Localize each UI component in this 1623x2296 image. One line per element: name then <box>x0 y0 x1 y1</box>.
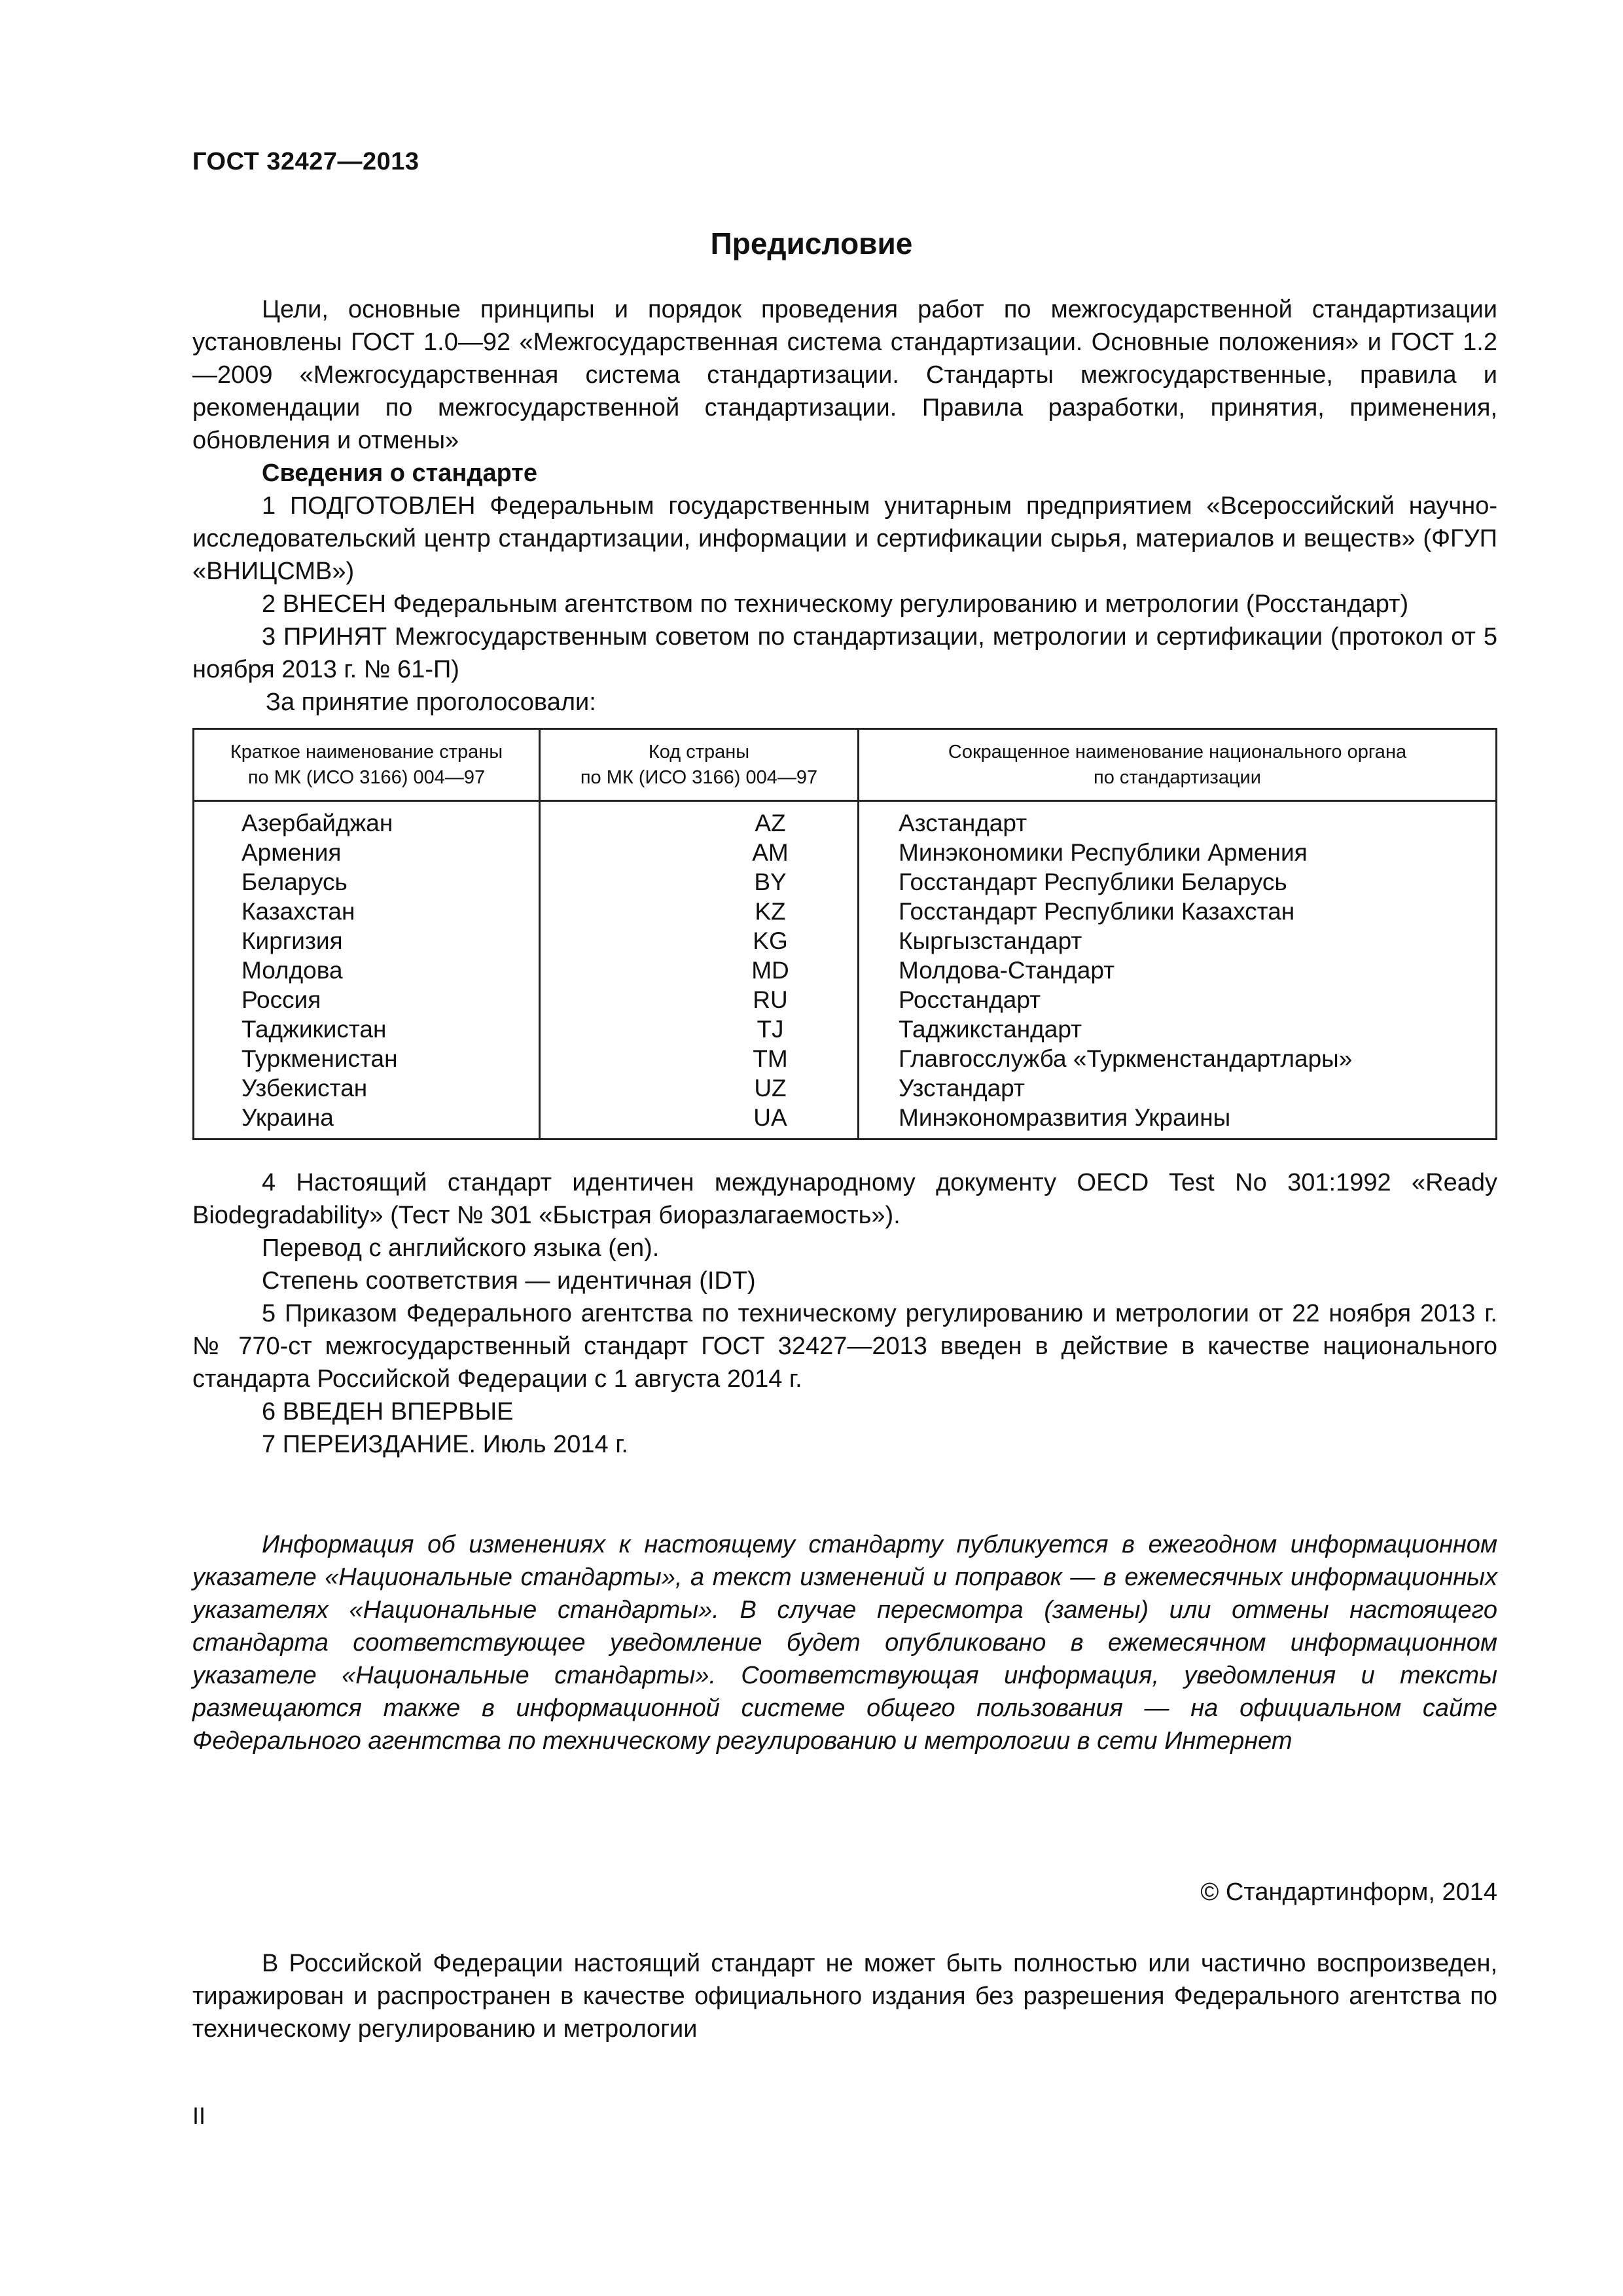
country-cell: Азербайджан <box>241 810 393 836</box>
body-cell: Госстандарт Республики Казахстан <box>899 898 1295 925</box>
country-cell: Молдова <box>241 957 343 984</box>
code-cell: RU <box>753 986 788 1013</box>
body-cell: Госстандарт Республики Беларусь <box>899 869 1287 895</box>
changes-notice-text: Информация об изменениях к настоящему стандарту публикуется в ежегодном информационном указателе «Национальные стандарты», а текст изменений и поправок — в ежемесячных информационных указателях «Национальные стандарты». В случае пересмотра (замены) или отмены настоящего стандарта соответствующее уведомление будет опубликовано в ежемесячном информационном указателе «Национальные стандарты». Соответствующая информация, уведомления и тексты размещаются также в информационной системе общего пользования — на официальном сайте Федерального агентства по техническому регулированию и метрологии в сети Интернет <box>192 1531 1497 1755</box>
table-row <box>194 1044 1495 1073</box>
code-cell: AZ <box>755 810 786 836</box>
item-1: 1 ПОДГОТОВЛЕН Федеральным государственным унитарным предприятием «Всероссийский научно-исследовательский центр стандартизации, информации и сертификации сырья, материалов и веществ» (ФГУП «ВНИЦСМВ») <box>192 492 1497 585</box>
country-cell: Туркменистан <box>241 1045 398 1072</box>
table-row <box>194 985 1495 1014</box>
reproduction-notice-text: В Российской Федерации настоящий стандарт не может быть полностью или частично воспроизведен, тиражирован и распространен в качестве официального издания без разрешения Федерального агентства по техническому регулированию и метрологии <box>192 1950 1497 2043</box>
code-cell: AM <box>752 839 789 866</box>
changes-notice <box>192 1528 1497 1757</box>
header-country <box>194 730 539 800</box>
item-3: 3 ПРИНЯТ Межгосударственным советом по стандартизации, метрологии и сертификации (протокол от 5 ноября 2013 г. № 61-П) <box>192 623 1497 683</box>
page-number: II <box>192 2102 206 2129</box>
translation-note: Перевод с английского языка (en). <box>262 1234 660 1262</box>
country-cell: Россия <box>241 986 321 1013</box>
reproduction-notice <box>192 1947 1497 2045</box>
country-cell: Киргизия <box>241 927 343 954</box>
voting-table <box>192 728 1497 1140</box>
code-cell: TJ <box>757 1016 784 1043</box>
header-body-line2: по стандартизации <box>1094 766 1261 788</box>
preface-text <box>192 293 1497 719</box>
header-country-line2: по МК (ИСО 3166) 004—97 <box>247 766 486 788</box>
code-cell: UA <box>753 1104 787 1131</box>
header-code <box>541 730 857 800</box>
code-cell: KZ <box>755 898 786 925</box>
item-5: 5 Приказом Федерального агентства по техническому регулированию и метрологии от 22 ноября 2013 г. № 770-ст межгосударственный стандарт ГОСТ 32427—2013 введен в действие в качестве национального стандарта Российской Федерации с 1 августа 2014 г. <box>192 1300 1497 1393</box>
code-cell: UZ <box>754 1075 787 1102</box>
body-cell: Минэкономразвития Украины <box>899 1104 1231 1131</box>
body-cell: Кыргызстандарт <box>899 927 1082 954</box>
table-row <box>194 926 1495 956</box>
table-row <box>194 956 1495 985</box>
code-cell: KG <box>753 927 788 954</box>
header-code-line1: Код страны <box>648 741 750 762</box>
country-cell: Узбекистан <box>241 1075 368 1102</box>
body-cell: Молдова-Стандарт <box>899 957 1115 984</box>
intro-paragraph: Цели, основные принципы и порядок проведения работ по межгосударственной стандартизации установлены ГОСТ 1.0—92 «Межгосударственная система стандартизации. Основные положения» и ГОСТ 1.2—2009 «Межгосударственная система стандартизации. Стандарты межгосударственные, правила и рекомендации по межгосударственной стандартизации. Правила разработки, принятия, применения, обновления и отмены» <box>192 296 1497 454</box>
country-cell: Казахстан <box>241 898 355 925</box>
item-2: 2 ВНЕСЕН Федеральным агентством по техническому регулированию и метрологии (Росстандарт) <box>262 590 1409 618</box>
table-row <box>194 1073 1495 1103</box>
code-cell: TM <box>753 1045 788 1072</box>
table-body <box>194 808 1495 1132</box>
table-row <box>194 867 1495 897</box>
body-cell: Минэкономики Республики Армения <box>899 839 1308 866</box>
country-cell: Армения <box>241 839 342 866</box>
item-7: 7 ПЕРЕИЗДАНИЕ. Июль 2014 г. <box>262 1431 628 1458</box>
table-row <box>194 1103 1495 1132</box>
code-cell: BY <box>754 869 787 895</box>
page-title: Предисловие <box>710 226 913 260</box>
country-cell: Беларусь <box>241 869 348 895</box>
header-body <box>859 730 1495 800</box>
body-cell: Главгосслужба «Туркменстандартлары» <box>899 1045 1353 1072</box>
table-header-row <box>194 730 1495 802</box>
body-cell: Узстандарт <box>899 1075 1025 1102</box>
body-cell: Таджикстандарт <box>899 1016 1082 1043</box>
standard-code-header: ГОСТ 32427—2013 <box>192 148 419 175</box>
standard-details <box>192 1166 1497 1461</box>
header-code-line2: по МК (ИСО 3166) 004—97 <box>580 766 818 788</box>
voting-caption: За принятие проголосовали: <box>266 689 596 716</box>
header-body-line1: Сокращенное наименование национального органа <box>948 741 1407 762</box>
code-cell: MD <box>751 957 789 984</box>
country-cell: Украина <box>241 1104 334 1131</box>
info-heading: Сведения о стандарте <box>262 459 538 487</box>
conformity-degree: Степень соответствия — идентичная (IDT) <box>262 1267 756 1295</box>
body-cell: Азстандарт <box>899 810 1027 836</box>
body-cell: Росстандарт <box>899 986 1041 1013</box>
table-row <box>194 838 1495 867</box>
copyright-line: © Стандартинформ, 2014 <box>1200 1878 1497 1906</box>
header-country-line1: Краткое наименование страны <box>230 741 503 762</box>
table-row <box>194 1014 1495 1044</box>
item-4: 4 Настоящий стандарт идентичен международному документу OECD Test No 301:1992 «Ready Biodegradability» (Тест № 301 «Быстрая биоразлагаемость»). <box>192 1169 1497 1229</box>
country-cell: Таджикистан <box>241 1016 387 1043</box>
item-6: 6 ВВЕДЕН ВПЕРВЫЕ <box>262 1398 514 1426</box>
table-row <box>194 808 1495 838</box>
table-row <box>194 897 1495 926</box>
